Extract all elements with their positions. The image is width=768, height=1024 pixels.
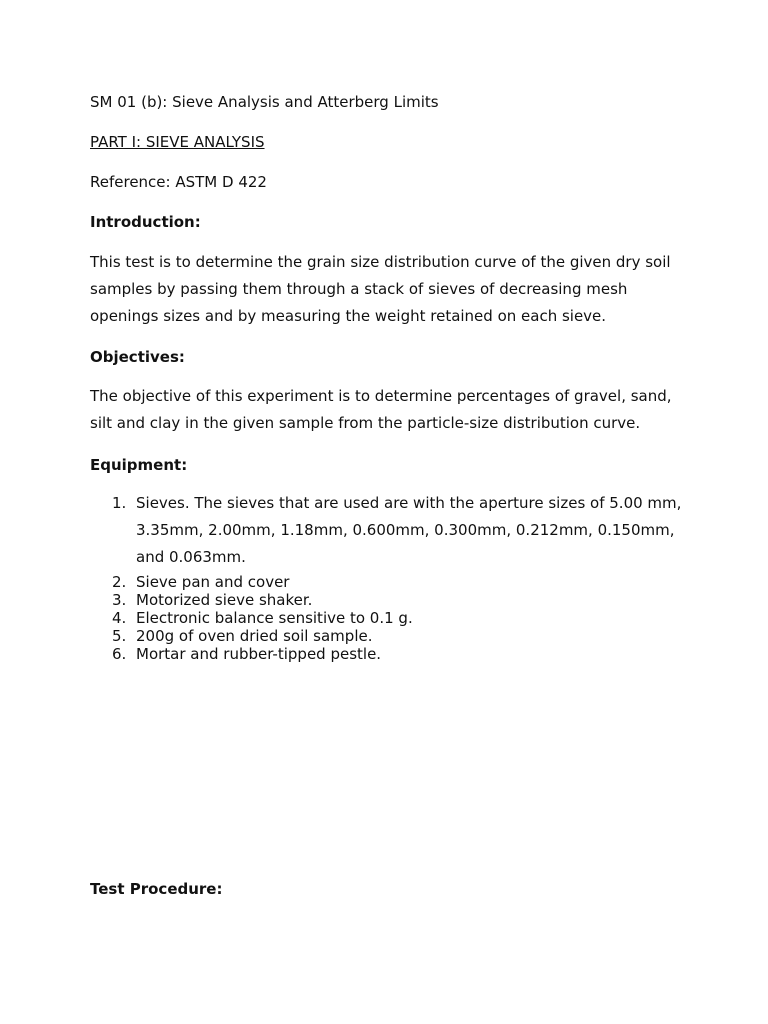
- objectives-heading: Objectives:: [90, 348, 185, 366]
- equipment-item-text: Electronic balance sensitive to 0.1 g.: [136, 609, 413, 627]
- reference-line: Reference: ASTM D 422: [90, 173, 267, 191]
- equipment-item-number: 4.: [112, 609, 127, 627]
- equipment-heading: Equipment:: [90, 456, 188, 474]
- introduction-paragraph: This test is to determine the grain size distribution curve of the given dry soil samples by passing them through a stack of sieves of decreasing mesh openings sizes and by measuring the weight retained on each sieve.: [90, 253, 671, 325]
- objectives-paragraph: The objective of this experiment is to determine percentages of gravel, sand, silt and clay in the given sample from the particle-size distribution curve.: [90, 387, 672, 432]
- equipment-item-number: 5.: [112, 627, 127, 645]
- equipment-item-text: 200g of oven dried soil sample.: [136, 627, 373, 645]
- equipment-item-number: 1.: [112, 494, 127, 512]
- test-procedure-heading: Test Procedure:: [90, 880, 223, 898]
- equipment-item-text: Sieves. The sieves that are used are with the aperture sizes of 5.00 mm, 3.35mm, 2.00mm, 1.18mm, 0.600mm, 0.300mm, 0.212mm, 0.150mm, and 0.063mm.: [136, 494, 682, 566]
- document-title: SM 01 (b): Sieve Analysis and Atterberg Limits: [90, 93, 439, 111]
- equipment-item: [90, 645, 690, 663]
- introduction-heading: Introduction:: [90, 213, 201, 231]
- equipment-item: [90, 627, 690, 645]
- equipment-item-text: Sieve pan and cover: [136, 573, 290, 591]
- equipment-item-text: Motorized sieve shaker.: [136, 591, 313, 609]
- equipment-item-text: Mortar and rubber-tipped pestle.: [136, 645, 382, 663]
- equipment-item: [90, 573, 690, 591]
- equipment-item: [90, 609, 690, 627]
- equipment-item: [90, 591, 690, 609]
- part-heading: PART I: SIEVE ANALYSIS: [90, 133, 265, 151]
- equipment-item-number: 2.: [112, 573, 127, 591]
- equipment-item: [90, 490, 690, 571]
- equipment-list: [90, 490, 690, 663]
- equipment-item-number: 6.: [112, 645, 127, 663]
- equipment-item-number: 3.: [112, 591, 127, 609]
